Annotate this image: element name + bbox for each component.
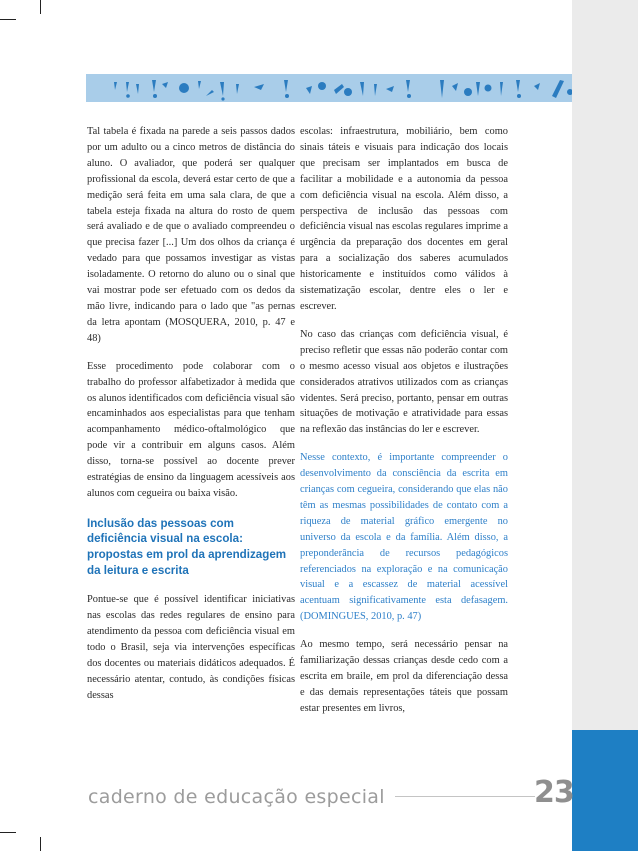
crop-mark: [40, 837, 41, 851]
footer-publication-title: caderno de educação especial: [88, 786, 385, 808]
header-banner: [86, 74, 572, 102]
section-heading: Inclusão das pessoas com deficiência visual na escola: propostas em prol da aprendizagem da leitura e escrita: [87, 516, 287, 577]
right-paragraph-3: Ao mesmo tempo, será necessário pensar na familiarização dessas crianças desde cedo com a escrita em braile, em prol da diferenciação dessa e das demais representações táteis que possam estar presentes em livros,: [300, 639, 508, 714]
crop-mark: [40, 0, 41, 14]
crop-mark: [0, 832, 16, 833]
footer-divider: [395, 796, 535, 797]
left-paragraph-2: Esse procedimento pode colaborar com o trabalho do professor alfabetizador à medida que os alunos identificados com deficiência visual são encaminhados aos especialistas para que tenham acompanhamento médico-oftalmológico que pode vir a contribuir em alguns casos. Além disso, torna-se possível ao docente prever estratégias de ensino da linguagem acessíveis aos alunos com cegueira ou baixa visão.: [87, 360, 295, 499]
banner-pattern-graphic: [86, 74, 572, 102]
page-number: 23: [534, 775, 574, 810]
right-paragraph-1: escolas: infraestrutura, mobiliário, bem como sinais táteis e visuais para indicação dos locais que precisam ser implantados em busca de facilitar a mobilidade e a autonomia da pessoa com deficiência visual na escola. Além disso, a perspectiva de inclusão das pessoas com deficiência visual nas escolas regulares imprime a urgência da preparação dos docentes em geral para a socialização dos saberes acumulados historicamente e instituídos como válidos à sistematização escolar, dentre eles o ler e escrever.: [300, 126, 508, 312]
side-strip: [572, 0, 638, 851]
left-paragraph-1: Tal tabela é fixada na parede a seis passos dados por um adulto ou a cinco metros de distância do aluno. O avaliador, que poderá ser qualquer profissional da escola, deverá estar certo de que a medição será feita em uma sala clara, de que a tabela esteja fixada na altura do rosto de quem será avaliado e de que o avaliado compreendeu o que precisa fazer [...] Um dos olhos da criança é vedado para que possamos investigar as vistas isoladamente. O retorno do aluno ou o sinal que vai mostrar pode ser efetuado com os dedos da mão livre, indicando para o lado que "as pernas da letra apontam (MOSQUERA, 2010, p. 47 e 48): [87, 126, 295, 344]
crop-mark: [0, 19, 16, 20]
right-column: [300, 124, 508, 729]
block-quote: Nesse contexto, é importante compreender o desenvolvimento da consciência da escrita em crianças com cegueira, considerando que elas não têm as mesmas possibilidades de contato com a riqueza de material gráfico emergente no universo da escola e da família. Além disso, a preponderância de recursos pedagógicos referenciados na exploração e na comunicação visual e a escassez de material acessível acentuam significativamente esta defasagem. (DOMINGUES, 2010, p. 47): [300, 452, 508, 623]
right-paragraph-2: No caso das crianças com deficiência visual, é preciso refletir que essas não poderão contar com o mesmo acesso visual aos objetos e ilustrações considerados atrativos utilizados com as crianças videntes. Será preciso, portanto, pensar em outras situações de motivação e atratividade para essas na reflexão das instâncias do ler e escrever.: [300, 328, 508, 436]
left-column: [87, 124, 295, 716]
side-blue-tab: [572, 730, 638, 851]
left-paragraph-3: Pontue-se que é possível identificar iniciativas nas escolas das redes regulares de ensino para atendimento da pessoa com deficiência visual em todo o Brasil, seja via intervenções específicas dos docentes ou materiais didáticos adequados. É necessário atentar, contudo, às condições físicas dessas: [87, 594, 295, 701]
